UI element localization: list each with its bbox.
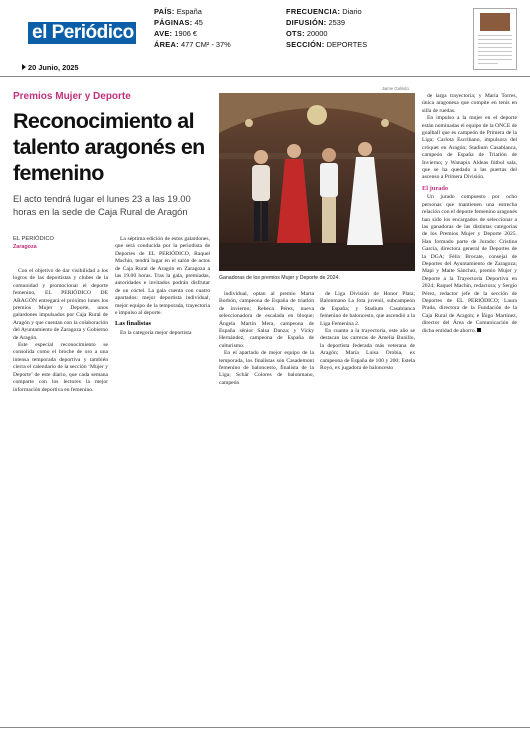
byline-city: Zaragoza: [13, 244, 37, 250]
subheading-jurado: El jurado: [422, 184, 449, 192]
subheading-finalistas: Las finalistas: [115, 320, 152, 328]
body-column-1: [13, 268, 108, 394]
footer-divider: [0, 727, 530, 728]
publication-date: 20 Junio, 2025: [28, 63, 79, 72]
ots-value: 20000: [306, 29, 328, 38]
paragraph: En el apartado de mejor equipo de la temporada, los finalistas son Casademont femenino de baloncesto, finalista de la Liga; Schär Colores de balonmano, campeón: [219, 350, 314, 386]
paragraph: La séptima edición de estos galardones, que será conducida por la periodista de Deportes de EL PERIÓDICO, Raquel Machín, tendrá lugar en el salón de actos de Caja Rural de Aragón en Zaragoza a las 19.00 horas. Tras la gala, premiadas, autoridades e invitados podrán disfrutar de un cóctel. La gala cuenta con cuatro apartados: mejor deportista individual, mejor equipo de la temporada, trayectoria e impulso al deporte.: [115, 236, 210, 317]
byline: EL PERIÓDICO: [13, 236, 55, 242]
paragraph: En cuanto a la trayectoria, este año se destacan las carreras de Amelia Bunillo, la deportista federada más veterana de Aragón; María Luisa Orobia, ex campeona de España de 100 y 200; Estela Royo, ex jugadora de baloncesto: [320, 328, 415, 372]
frecuencia-label: FRECUENCIA:: [286, 7, 341, 16]
section-title: Premios Mujer y Deporte: [13, 91, 131, 102]
newspaper-logo: el Periódico: [28, 22, 136, 44]
page-thumbnail: [473, 8, 517, 70]
paginas-label: PÁGINAS:: [154, 18, 193, 27]
difusion-label: DIFUSIÓN:: [286, 18, 327, 27]
paragraph: de larga trayectoria; y María Torres, única aragonesa que compite en tenis en silla de ruedas.: [422, 93, 517, 114]
subheadline: El acto tendrá lugar el lunes 23 a las 19.00 horas en la sede de Caja Rural de Aragón: [13, 193, 191, 217]
ots-label: OTS:: [286, 29, 305, 38]
paragraph: Con el objetivo de dar visibilidad a los logros de las deportistas y clubes de la comunidad y promocionar el deporte femenino, EL PERIÓDICO DE ARAGÓN entregará el próximo lunes los premios Mujer y Deporte, unos galardones impulsados por Caja Rural de Aragón y que cuentan con la colaboración del Ayuntamiento de Zaragoza y Gobierno de Aragón.: [13, 268, 109, 341]
seccion-label: SECCIÓN:: [286, 40, 325, 49]
ave-value: 1906 €: [174, 29, 197, 38]
meta-block-right: [286, 6, 367, 50]
meta-block-left: [154, 6, 231, 50]
body-column-5: [422, 93, 517, 335]
ave-label: AVE:: [154, 29, 173, 38]
body-column-3: [219, 291, 314, 387]
pais-label: PAÍS:: [154, 7, 175, 16]
photo-credit: Jaime Galindo: [382, 86, 409, 91]
area-value: 477 CM² - 37%: [180, 40, 231, 49]
frecuencia-value: Diario: [342, 7, 362, 16]
thumbnail-photo: [480, 13, 510, 31]
end-of-article-mark: [477, 328, 481, 332]
paragraph: Este especial reconocimiento se consolida como el broche de oro a una intensa temporada deportiva y también cierra el calendario de la sección ‘Mujer y Deporte’ de este diario, que cada semana comparte con los lectores la mejor información deportiva en femenino.: [13, 342, 108, 393]
paginas-value: 45: [194, 18, 203, 27]
pais-value: España: [176, 7, 202, 16]
body-column-2: [115, 236, 210, 337]
paragraph: En la categoría mejor deportista: [120, 329, 192, 336]
seccion-value: DEPORTES: [326, 40, 368, 49]
difusion-value: 2539: [328, 18, 345, 27]
paragraph-text: Un jurado compuesto por ocho personas que mantienen una estrecha relación con el deporte femenino aragonés han sido los encargados de seleccionar a las ganadoras de las distintas categorías de los Premios Mujer y Deporte 2025. Han formado parte de Jurado: Cristina García, directora general de Deportes de la DGA; Félix Brocate, consejal de Deportes del Ayuntamiento de Zaragoza; Mapi y Maite Sánchez, premio Mujer y Deporte a la Trayectoria Deportiva en 2024; Raquel Machín, redactora; y Sergio Pérez, redactor jefe de la sección de Deportes de EL PERIÓDICO; Laura Prada, directora de la Fundación de la Caja Rural de Aragón; e Íñigo Martínez, director del Área de Comunicación de dicha entidad de ahorro.: [422, 194, 517, 334]
winners-photo: [219, 93, 415, 271]
header-divider: [0, 76, 530, 77]
paragraph: En impulso a la mujer en el deporte están nominadas el equipo de la ONCE de goalball que es campeón de Primera de la Liga; Carlota Escribano, impulsora del cróquet en Aragón; Stadium Casablanca, campeón de España de Triatlón de Invierno; y Wanapix Aldeas fútbol sala, que se ha quedado a las puertas del ascenso a Primera División.: [422, 115, 517, 181]
paragraph: [422, 194, 517, 335]
area-label: ÁREA:: [154, 40, 179, 49]
winners-photo-illustration: [219, 93, 415, 271]
paragraph: individual, optan al premio Marta Borbón, campeona de España de triatlón de invierno; Rebeca Pérez, nueva seleccionadora de escalada en bloque; Ángela Martín Mera, campeona de España sénior Salsa Danza; y Vicky Hernández, campeona de España de culturismo.: [219, 291, 314, 349]
paragraph: de Liga División de Honor Plata; Balonmano La Jota juvenil, subcampeón de España; y Stadium Casablanca femenino de baloncesto, que ascendió a la Liga Femenina 2.: [320, 291, 415, 327]
headline: Reconocimiento al talento aragonés en femenino: [13, 109, 205, 185]
photo-caption: Ganadoras de los premios Mujer y Deporte de 2024.: [219, 275, 340, 281]
body-column-4: [320, 291, 415, 372]
